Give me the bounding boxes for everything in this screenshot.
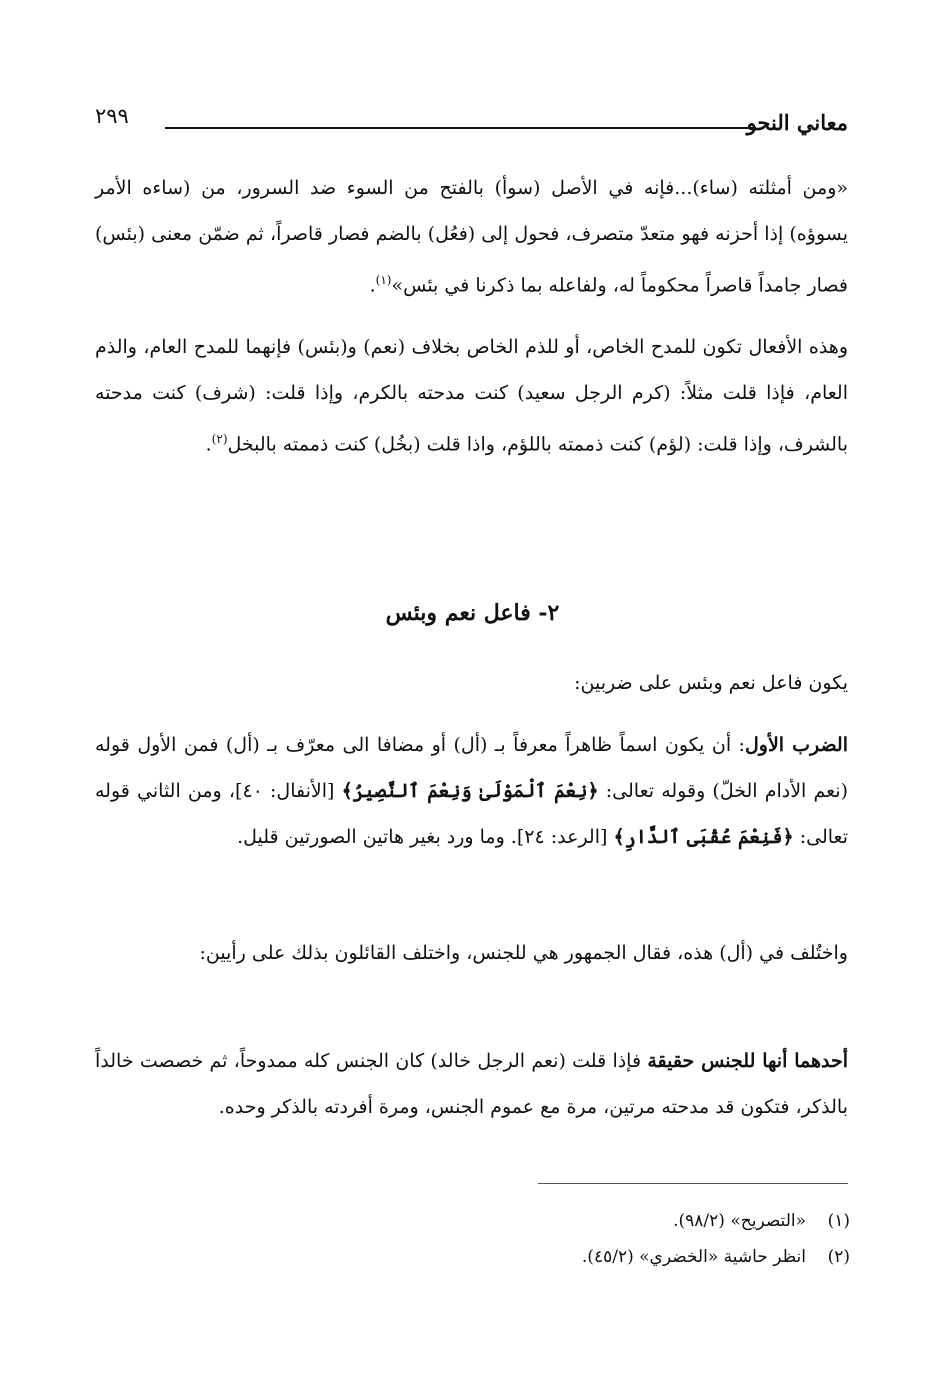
paragraph-intro [95,660,848,706]
header-rule [165,127,756,129]
page-header [95,104,848,144]
paragraph-quote [95,165,848,308]
paragraph-text: [الرعد: ٢٤]. وما ورد بغير هاتين الصورتين قليل. [237,826,614,848]
paragraph-text: فإذا قلت (نعم الرجل خالد) كان الجنس كله ممدوحاً، ثم خصصت خالداً بالذكر، فتكون قد مدحته مرتين، مرة مع عموم الجنس، ومرة أفردته بالذكر وحده. [95,1050,848,1118]
section-heading: ٢- فاعل نعم وبئس [385,600,560,626]
bold-lead: الضرب الأول [744,734,849,756]
paragraph-text: وهذه الأفعال تكون للمدح الخاص، أو للذم الخاص بخلاف (نعم) و(بئس) فإنهما للمدح العام، والذم العام، فإذا قلت مثلاً: (كرم الرجل سعيد) كنت مدحته بالكرم، وإذا قلت: (شرف) كنت مدحته بالشرف، وإذا قلت: (لؤم) كنت ذممته باللؤم، واذا قلت (بخُل) كنت ذممته بالبخل [95,336,848,456]
footnote-number: (٢) [827,1247,850,1267]
footnote-number: (١) [827,1211,850,1231]
footnote-divider [538,1183,848,1184]
paragraph-text: واختُلف في (أل) هذه، فقال الجمهور هي للجنس، واختلف القائلون بذلك على رأيين: [199,942,848,964]
footnote-text: «التصريح» (٩٨/٢). [673,1211,806,1231]
footnote-1 [97,1206,850,1236]
paragraph-text: [الأنفال: ٤٠]، ومن الثاني قوله تعالى: [95,780,848,848]
page-number: ٢٩٩ [95,104,129,128]
paragraph-text: يكون فاعل نعم وبئس على ضربين: [574,672,848,694]
footnote-ref[interactable]: (١) [375,273,392,287]
footnote-2 [97,1242,850,1272]
footnote-text: انظر حاشية «الخضري» (٤٥/٢). [581,1247,806,1267]
paragraph-first-type [95,722,848,860]
running-title: معاني النحو [746,110,848,135]
paragraph-text: : أن يكون اسماً ظاهراً معرفاً بـ (أل) أو مضافا الى معرّف بـ (أل) فمن الأول قوله (نعم الأدام الخلّ) وقوله تعالى: [95,734,848,802]
quran-verse: ﴿نِعْمَ ٱلْمَوْلَىٰ وَنِعْمَ ٱلنَّصِيرُ﴾ [341,780,599,802]
quran-verse: ﴿فَنِعْمَ عُقْبَى ٱلدَّارِ﴾ [613,826,794,848]
paragraph-first-opinion [95,1038,848,1130]
paragraph-text: «ومن أمثلته (ساء)...فإنه في الأصل (سوأ) بالفتح من السوء ضد السرور، من (ساءه الأمر يسوؤه) إذا أحزنه فهو متعدّ متصرف، فحول إلى (فعُل) بالضم فصار قاصراً، ثم ضمّن معنى (بئس) فصار جامداً قاصراً محكوماً له، ولفاعله بما ذكرنا في بئس» [95,177,848,297]
paragraph-disagreement [95,930,848,976]
paragraph-praise-blame [95,324,848,467]
bold-lead: أحدهما أنها للجنس حقيقة [647,1050,848,1072]
footnote-ref[interactable]: (٢) [211,432,228,446]
paragraph-end: . [369,274,376,297]
paragraph-end: . [205,433,212,456]
